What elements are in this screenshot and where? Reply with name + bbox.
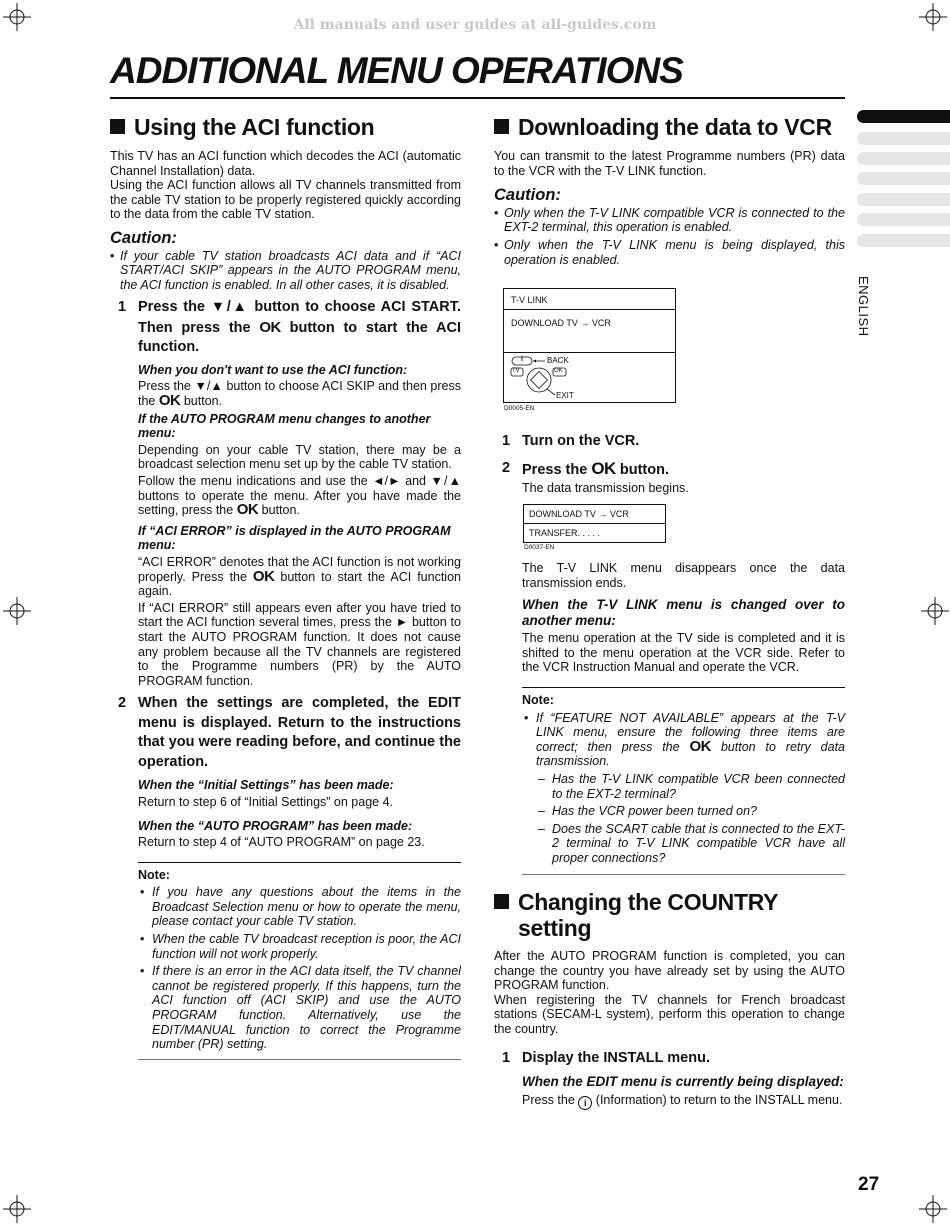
page-number: 27 <box>858 1174 880 1195</box>
aci-intro-2: Using the ACI function allows all TV channels transmitted from the cable TV station to be properly registered quickly according to the data from the cable TV station. <box>110 178 461 222</box>
step-number: 1 <box>502 1049 511 1066</box>
aci-step-2: 2 When the settings are completed, the EDIT menu is displayed. Return to the instructions that you were reading before, and continue the operation. <box>118 695 461 770</box>
screen-title: T-V LINK <box>511 295 548 305</box>
watermark: All manuals and user guides at all-guides.com <box>293 17 657 33</box>
aci-subhead-auto: When the “AUTO PROGRAM” has been made: <box>138 818 413 833</box>
side-language-label: ENGLISH <box>856 276 871 337</box>
section-tab <box>857 132 950 145</box>
note-item: • When the cable TV broadcast reception is poor, the ACI function will not work properly. <box>138 932 461 961</box>
vcr-note <box>522 687 845 875</box>
note-dash-item: – Has the VCR power been turned on? <box>522 804 845 819</box>
note-dash-item: – Has the T-V LINK compatible VCR been connected to the EXT-2 terminal? <box>522 772 845 801</box>
aci-note <box>138 862 461 1060</box>
aci-skip-text: Press the ▼/▲ button to choose ACI SKIP and then press the OK button. <box>138 379 461 410</box>
aci-subhead-skip: When you don't want to use the ACI function: <box>138 362 408 377</box>
vcr-after <box>522 561 845 875</box>
vcr-caution-title: Caution: <box>494 186 561 205</box>
vcr-sub-text: The menu operation at the TV side is completed and it is shifted to the menu operation at the VCR side. Refer to the VCR Instruction Manual and operate the VCR. <box>522 631 845 675</box>
screen-divider <box>504 352 675 353</box>
info-key-glyph: i <box>521 356 523 363</box>
section-tab <box>857 234 950 247</box>
vcr-section <box>494 114 845 267</box>
ok-button-icon: OK <box>158 392 181 410</box>
screen-exit-label: EXIT <box>556 391 574 400</box>
note-item: • If there is an error in the ACI data itself, the TV channel cannot be registered properly. If this happens, turn the ACI function off (ACI SKIP) and use the AUTO PROGRAM function. Alternatively, use the EDIT/MANUAL function to correct the Programme number (PR) setting. <box>138 964 461 1052</box>
screen-download-row: DOWNLOAD TV → VCR <box>511 318 611 328</box>
aci-step-1: 1 Press the ▼/▲ button to choose ACI START. Then press the OK button to start the ACI function. <box>118 299 462 356</box>
ok-key-label: OK <box>554 368 563 374</box>
aci-initial-text: Return to step 6 of “Initial Settings” on page 4. <box>138 794 394 809</box>
vcr-intro: You can transmit to the latest Programme numbers (PR) data to the VCR with the T-V LINK function. <box>494 149 845 178</box>
tv-key-label: TV <box>512 368 520 374</box>
step-number: 2 <box>118 695 127 712</box>
country-intro-2: When registering the TV channels for French broadcast stations (SECAM-L system), perform this operation to change the country. <box>494 992 845 1036</box>
ok-button-icon: OK <box>236 501 259 519</box>
ok-button-icon: OK <box>591 458 616 478</box>
vcr-step-2: 2 Press the OK button. <box>502 458 669 478</box>
aci-menu-change-text-2: Follow the menu indications and use the ◄/► and ▼/▲ buttons to operate the menu. After you have made the setting, press the OK button. <box>138 474 461 519</box>
section-tab <box>857 172 950 185</box>
registration-mark-icon <box>3 597 31 625</box>
section-tab <box>857 213 950 226</box>
note-title: Note: <box>138 867 170 882</box>
page-title: ADDITIONAL MENU OPERATIONS <box>110 50 683 91</box>
country-subhead: When the EDIT menu is currently being displayed: <box>522 1074 844 1090</box>
country-intro: After the AUTO PROGRAM function is completed, you can change the country you have already set by using the AUTO PROGRAM function. <box>494 949 845 993</box>
vcr-heading: Downloading the data to VCR <box>494 114 845 140</box>
aci-intro: This TV has an ACI function which decodes the ACI (automatic Channel Installation) data. <box>110 149 461 178</box>
title-rule <box>110 97 845 99</box>
figure-code: D0037-EN <box>524 544 555 551</box>
note-title: Note: <box>522 692 554 707</box>
screen-back-label: BACK <box>547 356 569 365</box>
aci-caution-title: Caution: <box>110 228 177 247</box>
registration-mark-icon <box>3 1195 31 1223</box>
note-item: • If “FEATURE NOT AVAILABLE” appears at the T-V LINK menu, ensure the following three items are correct; then press the OK button to retry data transmission. <box>522 711 845 769</box>
registration-mark-icon <box>921 597 949 625</box>
vcr-step-2-text: The data transmission begins. <box>522 481 689 495</box>
vcr-step-1: 1 Turn on the VCR. <box>494 432 845 452</box>
registration-mark-icon <box>919 1195 947 1223</box>
aci-heading: Using the ACI function <box>110 114 461 140</box>
country-section <box>494 889 845 1110</box>
screen-divider <box>504 309 675 310</box>
screen-divider <box>524 523 665 524</box>
vcr-subhead: When the T-V LINK menu is changed over to another menu: <box>522 597 845 628</box>
step-number: 1 <box>502 433 511 449</box>
note-dash-item: – Does the SCART cable that is connected to the EXT-2 terminal to T-V LINK compatible VCR have all proper connections? <box>522 822 845 866</box>
aci-error-text: “ACI ERROR” denotes that the ACI function is not working properly. Press the OK button to start the ACI function again. <box>138 554 461 599</box>
country-sub-text: Press the i (Information) to return to the INSTALL menu. <box>522 1092 843 1108</box>
figure-code: D0005-EN <box>504 405 535 412</box>
section-tab-active <box>857 110 950 123</box>
note-item: • If you have any questions about the items in the Broadcast Selection menu or how to operate the menu, please contact your cable TV station. <box>138 885 461 929</box>
screen-transfer-row: TRANSFER. . . . . <box>529 528 601 538</box>
vcr-caution-bullet: • Only when the T-V LINK menu is being displayed, this operation is enabled. <box>494 238 845 267</box>
aci-error-text-2: If “ACI ERROR” still appears even after you have tried to start the ACI function several times, press the ► button to start the AUTO PROGRAM function. It does not cause any problem because all the TV channels are registered to the Programme numbers (PR) by the AUTO PROGRAM function. <box>138 600 461 688</box>
screen-download-row: DOWNLOAD TV → VCR <box>529 509 629 519</box>
aci-menu-change-text: Depending on your cable TV station, there may be a broadcast selection menu set up by the cable TV station. <box>138 442 461 472</box>
aci-subhead-error: If “ACI ERROR” is displayed in the AUTO PROGRAM menu: <box>138 523 451 553</box>
step-number: 1 <box>118 299 127 316</box>
aci-caution-bullet: • If your cable TV station broadcasts ACI data and if “ACI START/ACI SKIP” appears in the AUTO PROGRAM menu, the ACI function is enabled. In all other cases, it is disabled. <box>110 249 461 293</box>
vcr-caution-bullet: • Only when the T-V LINK compatible VCR is connected to the EXT-2 terminal, this operation is enabled. <box>494 206 845 235</box>
aci-subhead-menu-change: If the AUTO PROGRAM menu changes to another menu: <box>138 411 431 441</box>
tv-link-screen <box>503 288 676 403</box>
transfer-screen <box>523 504 666 543</box>
aci-subhead-initial: When the “Initial Settings” has been made: <box>138 778 394 793</box>
country-heading: Changing the COUNTRY setting <box>494 889 845 941</box>
country-step-1: 1 Display the INSTALL menu. <box>494 1049 845 1069</box>
ok-button-icon: OK <box>252 567 275 585</box>
ok-button-icon: OK <box>689 737 711 755</box>
vcr-after-text: The T-V LINK menu disappears once the data transmission ends. <box>522 561 845 590</box>
aci-section <box>110 114 461 1060</box>
step-number: 2 <box>502 459 511 476</box>
section-tab <box>857 152 950 165</box>
section-tab <box>857 193 950 206</box>
ok-button-icon: OK <box>259 318 281 336</box>
info-button-icon: i <box>578 1096 592 1110</box>
vcr-steps <box>494 432 845 496</box>
aci-auto-text: Return to step 4 of “AUTO PROGRAM” on page 23. <box>138 835 425 850</box>
